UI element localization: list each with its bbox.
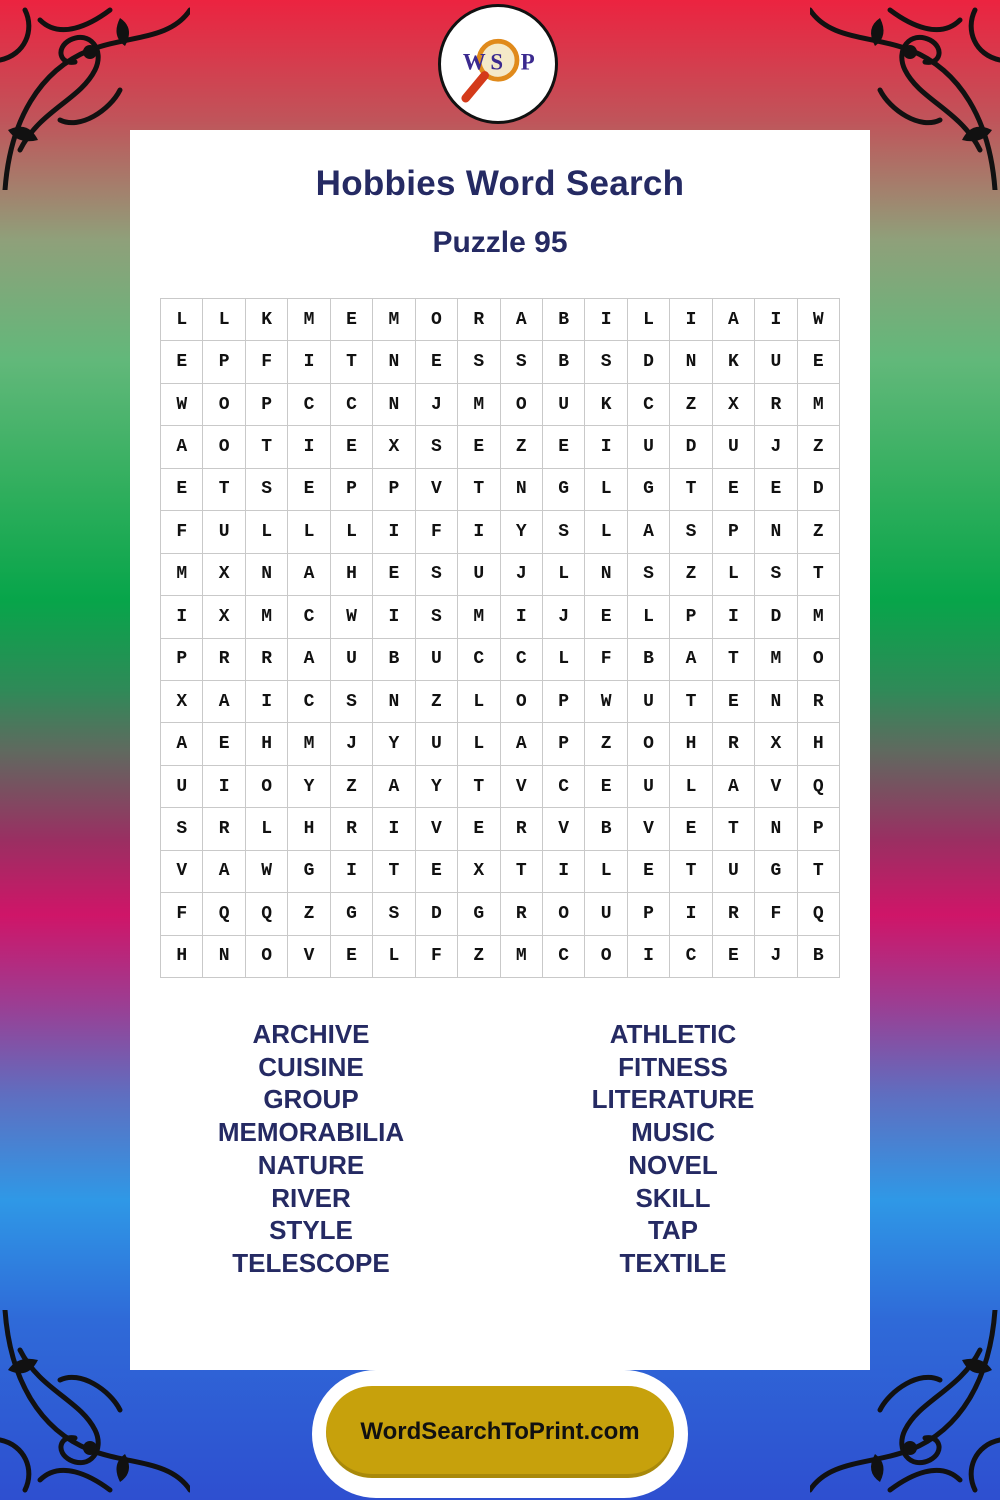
grid-cell: U [628, 426, 670, 468]
grid-cell: M [755, 639, 797, 681]
grid-cell: S [670, 511, 712, 553]
grid-cell: D [798, 469, 840, 511]
grid-cell: M [373, 299, 415, 341]
grid-cell: T [713, 639, 755, 681]
grid-cell: L [246, 808, 288, 850]
grid-cell: T [458, 469, 500, 511]
grid-cell: T [501, 851, 543, 893]
grid-cell: T [203, 469, 245, 511]
word-item: LITERATURE [591, 1084, 755, 1115]
grid-cell: J [755, 936, 797, 978]
grid-cell: Z [416, 681, 458, 723]
grid-cell: J [331, 723, 373, 765]
grid-cell: U [543, 384, 585, 426]
grid-cell: A [161, 426, 203, 468]
grid-cell: P [203, 341, 245, 383]
grid-cell: H [670, 723, 712, 765]
grid-cell: M [798, 384, 840, 426]
grid-cell: U [203, 511, 245, 553]
word-item: ATHLETIC [609, 1019, 737, 1049]
grid-cell: P [161, 639, 203, 681]
grid-cell: A [288, 554, 330, 596]
grid-cell: A [713, 766, 755, 808]
grid-cell: L [458, 681, 500, 723]
page-title: Hobbies Word Search [315, 164, 685, 203]
grid-cell: V [628, 808, 670, 850]
grid-cell: M [501, 936, 543, 978]
grid-cell: R [458, 299, 500, 341]
grid-cell: I [288, 426, 330, 468]
grid-cell: I [373, 511, 415, 553]
grid-cell: E [585, 596, 627, 638]
grid-cell: T [713, 808, 755, 850]
grid-cell: V [416, 808, 458, 850]
grid-cell: L [331, 511, 373, 553]
grid-cell: N [755, 808, 797, 850]
grid-cell: L [161, 299, 203, 341]
word-list [130, 1018, 870, 1280]
word-item: SKILL [635, 1182, 711, 1213]
grid-cell: N [755, 511, 797, 553]
grid-cell: E [755, 469, 797, 511]
grid-cell: Q [798, 893, 840, 935]
grid-cell: J [755, 426, 797, 468]
puzzle-card [130, 130, 870, 1370]
grid-cell: P [628, 893, 670, 935]
grid-cell: A [628, 511, 670, 553]
grid-cell: I [585, 299, 627, 341]
grid-cell: G [755, 851, 797, 893]
grid-cell: H [246, 723, 288, 765]
grid-cell: L [585, 851, 627, 893]
grid-cell: N [585, 554, 627, 596]
word-item: GROUP [263, 1084, 359, 1115]
grid-cell: C [501, 639, 543, 681]
word-item: ARCHIVE [252, 1019, 370, 1049]
grid-cell: Z [288, 893, 330, 935]
grid-cell: P [246, 384, 288, 426]
grid-cell: N [373, 681, 415, 723]
grid-cell: C [331, 384, 373, 426]
logo-letter-w: W [462, 49, 486, 75]
grid-cell: C [670, 936, 712, 978]
grid-cell: J [543, 596, 585, 638]
grid-cell: S [416, 554, 458, 596]
grid-cell: U [416, 639, 458, 681]
grid-cell: Z [670, 554, 712, 596]
grid-cell: D [755, 596, 797, 638]
grid-cell: O [585, 936, 627, 978]
grid-cell: B [543, 299, 585, 341]
grid-cell: U [755, 341, 797, 383]
grid-cell: J [501, 554, 543, 596]
grid-cell: C [288, 384, 330, 426]
grid-cell: U [161, 766, 203, 808]
grid-cell: E [670, 808, 712, 850]
word-item: TAP [647, 1215, 699, 1246]
grid-cell: O [203, 426, 245, 468]
grid-cell: I [628, 936, 670, 978]
grid-cell: M [458, 596, 500, 638]
grid-cell: M [798, 596, 840, 638]
word-item: STYLE [269, 1215, 353, 1246]
grid-cell: W [331, 596, 373, 638]
grid-cell: E [161, 341, 203, 383]
grid-cell: J [416, 384, 458, 426]
grid-cell: H [798, 723, 840, 765]
grid-cell: A [203, 681, 245, 723]
grid-cell: E [458, 426, 500, 468]
grid-cell: V [501, 766, 543, 808]
grid-cell: E [628, 851, 670, 893]
letter-grid [160, 298, 840, 978]
grid-cell: Z [501, 426, 543, 468]
grid-cell: E [798, 341, 840, 383]
grid-cell: Y [288, 766, 330, 808]
word-item: NOVEL [628, 1149, 718, 1180]
grid-cell: C [543, 936, 585, 978]
grid-cell: E [373, 554, 415, 596]
grid-cell: L [713, 554, 755, 596]
grid-cell: N [203, 936, 245, 978]
grid-cell: I [288, 341, 330, 383]
grid-cell: V [755, 766, 797, 808]
grid-cell: L [543, 554, 585, 596]
grid-cell: X [373, 426, 415, 468]
grid-cell: E [331, 936, 373, 978]
grid-cell: E [713, 469, 755, 511]
grid-cell: X [203, 596, 245, 638]
grid-cell: D [416, 893, 458, 935]
grid-cell: P [331, 469, 373, 511]
grid-cell: L [543, 639, 585, 681]
grid-cell: E [713, 936, 755, 978]
grid-cell: I [670, 299, 712, 341]
grid-cell: T [670, 851, 712, 893]
grid-cell: T [246, 426, 288, 468]
grid-cell: I [373, 808, 415, 850]
grid-cell: A [501, 299, 543, 341]
grid-cell: L [628, 299, 670, 341]
grid-cell: U [628, 681, 670, 723]
grid-cell: U [713, 426, 755, 468]
logo-letter-s: S [490, 49, 504, 75]
grid-cell: C [288, 596, 330, 638]
word-item: CUISINE [258, 1051, 364, 1082]
grid-cell: E [331, 299, 373, 341]
grid-cell: M [288, 299, 330, 341]
grid-cell: V [543, 808, 585, 850]
logo-letter-p: P [520, 49, 535, 75]
grid-cell: V [288, 936, 330, 978]
grid-cell: V [416, 469, 458, 511]
grid-cell: P [543, 723, 585, 765]
grid-cell: L [203, 299, 245, 341]
grid-cell: W [246, 851, 288, 893]
grid-cell: O [203, 384, 245, 426]
grid-cell: S [585, 341, 627, 383]
grid-cell: X [161, 681, 203, 723]
grid-cell: W [798, 299, 840, 341]
grid-cell: N [501, 469, 543, 511]
grid-cell: G [458, 893, 500, 935]
grid-cell: N [373, 384, 415, 426]
grid-cell: T [331, 341, 373, 383]
grid-cell: F [161, 511, 203, 553]
grid-cell: R [755, 384, 797, 426]
grid-cell: F [585, 639, 627, 681]
grid-cell: G [543, 469, 585, 511]
word-item: FITNESS [618, 1051, 728, 1082]
grid-cell: L [628, 596, 670, 638]
grid-cell: L [458, 723, 500, 765]
word-item: NATURE [257, 1149, 365, 1180]
grid-cell: S [755, 554, 797, 596]
grid-cell: P [670, 596, 712, 638]
grid-cell: Z [458, 936, 500, 978]
grid-cell: A [161, 723, 203, 765]
grid-cell: F [161, 893, 203, 935]
grid-cell: O [543, 893, 585, 935]
grid-cell: L [585, 469, 627, 511]
grid-cell: U [458, 554, 500, 596]
grid-cell: K [246, 299, 288, 341]
grid-cell: G [288, 851, 330, 893]
word-item: TELESCOPE [232, 1247, 390, 1278]
grid-cell: I [755, 299, 797, 341]
word-item: TEXTILE [619, 1247, 727, 1278]
grid-cell: S [161, 808, 203, 850]
grid-cell: I [161, 596, 203, 638]
grid-cell: M [161, 554, 203, 596]
grid-cell: Y [373, 723, 415, 765]
grid-cell: E [416, 851, 458, 893]
grid-cell: F [416, 936, 458, 978]
grid-cell: R [501, 808, 543, 850]
grid-cell: T [798, 554, 840, 596]
grid-cell: F [755, 893, 797, 935]
grid-cell: O [628, 723, 670, 765]
grid-cell: I [458, 511, 500, 553]
grid-cell: C [628, 384, 670, 426]
grid-cell: T [373, 851, 415, 893]
grid-cell: I [585, 426, 627, 468]
grid-cell: I [713, 596, 755, 638]
grid-cell: R [713, 723, 755, 765]
grid-cell: T [670, 469, 712, 511]
grid-cell: H [288, 808, 330, 850]
puzzle-number: Puzzle 95 [432, 226, 568, 259]
grid-cell: U [713, 851, 755, 893]
word-item: MEMORABILIA [217, 1117, 405, 1148]
grid-cell: Z [798, 426, 840, 468]
grid-cell: S [416, 596, 458, 638]
grid-cell: L [246, 511, 288, 553]
grid-cell: U [628, 766, 670, 808]
grid-cell: X [458, 851, 500, 893]
grid-cell: R [203, 808, 245, 850]
grid-cell: L [670, 766, 712, 808]
grid-cell: A [373, 766, 415, 808]
grid-cell: E [585, 766, 627, 808]
grid-cell: B [628, 639, 670, 681]
grid-cell: S [543, 511, 585, 553]
grid-cell: N [246, 554, 288, 596]
grid-cell: L [373, 936, 415, 978]
grid-cell: Q [798, 766, 840, 808]
grid-cell: E [458, 808, 500, 850]
grid-cell: M [288, 723, 330, 765]
grid-cell: V [161, 851, 203, 893]
grid-cell: O [501, 681, 543, 723]
grid-cell: G [331, 893, 373, 935]
grid-cell: Z [331, 766, 373, 808]
grid-cell: Z [798, 511, 840, 553]
grid-cell: E [161, 469, 203, 511]
grid-cell: I [373, 596, 415, 638]
word-list-left [124, 1018, 494, 1280]
grid-cell: X [203, 554, 245, 596]
grid-cell: A [203, 851, 245, 893]
grid-cell: T [670, 681, 712, 723]
grid-cell: R [331, 808, 373, 850]
grid-cell: O [416, 299, 458, 341]
grid-cell: H [331, 554, 373, 596]
grid-cell: I [203, 766, 245, 808]
grid-cell: O [246, 766, 288, 808]
grid-cell: L [585, 511, 627, 553]
grid-cell: R [246, 639, 288, 681]
grid-cell: A [670, 639, 712, 681]
grid-cell: E [288, 469, 330, 511]
grid-cell: R [798, 681, 840, 723]
grid-cell: O [798, 639, 840, 681]
grid-cell: S [628, 554, 670, 596]
word-item: MUSIC [631, 1117, 715, 1148]
grid-cell: B [585, 808, 627, 850]
grid-cell: N [373, 341, 415, 383]
grid-cell: D [628, 341, 670, 383]
grid-cell: Q [246, 893, 288, 935]
grid-cell: O [501, 384, 543, 426]
grid-cell: W [585, 681, 627, 723]
grid-cell: X [755, 723, 797, 765]
word-list-right [488, 1018, 858, 1280]
grid-cell: P [543, 681, 585, 723]
grid-cell: S [458, 341, 500, 383]
grid-cell: A [713, 299, 755, 341]
grid-cell: K [713, 341, 755, 383]
grid-cell: Z [585, 723, 627, 765]
grid-cell: M [458, 384, 500, 426]
grid-cell: C [458, 639, 500, 681]
grid-cell: X [713, 384, 755, 426]
grid-cell: B [798, 936, 840, 978]
grid-cell: I [670, 893, 712, 935]
grid-cell: H [161, 936, 203, 978]
site-link[interactable]: WordSearchToPrint.com [326, 1386, 674, 1478]
grid-cell: F [416, 511, 458, 553]
grid-cell: E [713, 681, 755, 723]
grid-cell: U [585, 893, 627, 935]
grid-cell: U [416, 723, 458, 765]
grid-cell: N [755, 681, 797, 723]
grid-cell: I [501, 596, 543, 638]
grid-cell: S [416, 426, 458, 468]
grid-cell: T [798, 851, 840, 893]
grid-cell: Z [670, 384, 712, 426]
grid-cell: L [288, 511, 330, 553]
grid-cell: P [373, 469, 415, 511]
grid-cell: N [670, 341, 712, 383]
grid-cell: Y [501, 511, 543, 553]
grid-cell: A [288, 639, 330, 681]
grid-cell: E [203, 723, 245, 765]
grid-cell: P [798, 808, 840, 850]
grid-cell: E [416, 341, 458, 383]
grid-cell: C [543, 766, 585, 808]
grid-cell: B [373, 639, 415, 681]
grid-cell: O [246, 936, 288, 978]
grid-cell: S [373, 893, 415, 935]
grid-cell: S [246, 469, 288, 511]
grid-cell: S [331, 681, 373, 723]
magnifier-logo-icon [441, 7, 555, 121]
grid-cell: U [331, 639, 373, 681]
grid-cell: T [458, 766, 500, 808]
grid-cell: S [501, 341, 543, 383]
grid-cell: C [288, 681, 330, 723]
word-item: RIVER [271, 1182, 351, 1213]
grid-cell: W [161, 384, 203, 426]
grid-cell: I [543, 851, 585, 893]
grid-cell: I [246, 681, 288, 723]
grid-cell: I [331, 851, 373, 893]
grid-cell: B [543, 341, 585, 383]
grid-cell: A [501, 723, 543, 765]
grid-cell: M [246, 596, 288, 638]
grid-cell: R [203, 639, 245, 681]
grid-cell: D [670, 426, 712, 468]
grid-cell: R [501, 893, 543, 935]
grid-cell: E [543, 426, 585, 468]
grid-cell: G [628, 469, 670, 511]
grid-cell: Y [416, 766, 458, 808]
wsp-logo [438, 4, 558, 124]
grid-cell: F [246, 341, 288, 383]
grid-cell: R [713, 893, 755, 935]
grid-cell: Q [203, 893, 245, 935]
grid-cell: E [331, 426, 373, 468]
grid-cell: P [713, 511, 755, 553]
grid-cell: K [585, 384, 627, 426]
